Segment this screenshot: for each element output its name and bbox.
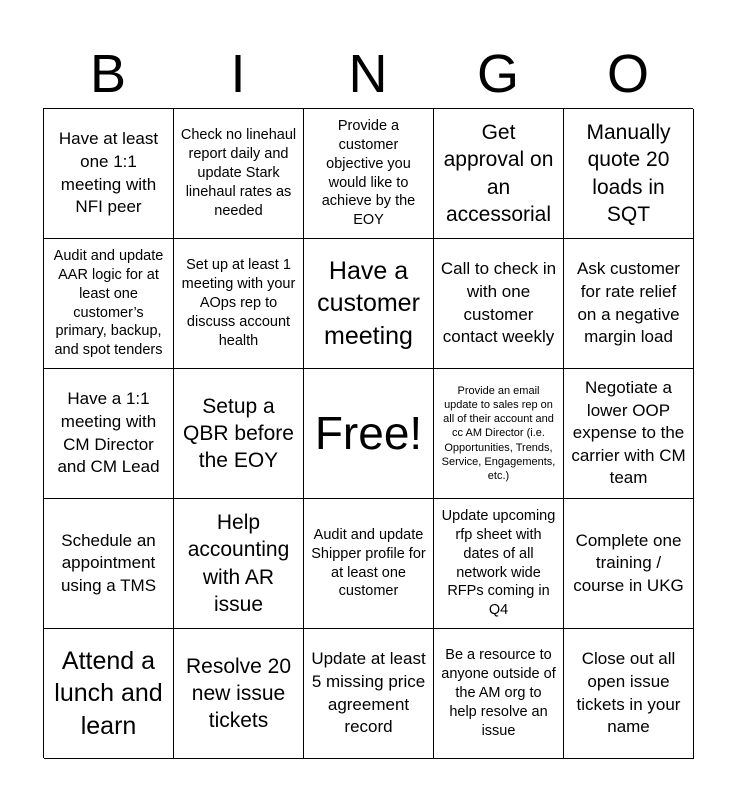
header-letter-i: I [230, 44, 246, 104]
bingo-cell-i2[interactable]: Set up at least 1 meeting with your AOps rep to discuss account health [174, 239, 304, 369]
header-letter-o: O [606, 44, 649, 104]
bingo-cell-g5[interactable]: Be a resource to anyone outside of the AM org to help resolve an issue [434, 629, 564, 759]
bingo-cell-g1[interactable]: Get approval on an accessorial [434, 109, 564, 239]
bingo-cell-o2[interactable]: Ask customer for rate relief on a negative margin load [564, 239, 694, 369]
bingo-cell-o5[interactable]: Close out all open issue tickets in your name [564, 629, 694, 759]
bingo-cell-i4[interactable]: Help accounting with AR issue [174, 499, 304, 629]
bingo-cell-g3[interactable]: Provide an email update to sales rep on all of their account and cc AM Director (i.e. Opportunities, Trends, Service, Engagements, etc.) [434, 369, 564, 499]
bingo-cell-b1[interactable]: Have at least one 1:1 meeting with NFI peer [44, 109, 174, 239]
header-letter-g: G [476, 44, 519, 104]
bingo-cell-i3[interactable]: Setup a QBR before the EOY [174, 369, 304, 499]
bingo-cell-i5[interactable]: Resolve 20 new issue tickets [174, 629, 304, 759]
header-letter-b: B [89, 44, 127, 104]
bingo-cell-n5[interactable]: Update at least 5 missing price agreement record [304, 629, 434, 759]
bingo-cell-o4[interactable]: Complete one training / course in UKG [564, 499, 694, 629]
bingo-cell-n2[interactable]: Have a customer meeting [304, 239, 434, 369]
bingo-header [43, 40, 693, 108]
bingo-cell-b5[interactable]: Attend a lunch and learn [44, 629, 174, 759]
bingo-cell-n1[interactable]: Provide a customer objective you would like to achieve by the EOY [304, 109, 434, 239]
bingo-cell-g2[interactable]: Call to check in with one customer contact weekly [434, 239, 564, 369]
bingo-cell-n4[interactable]: Audit and update Shipper profile for at least one customer [304, 499, 434, 629]
bingo-card [43, 108, 693, 758]
bingo-cell-b2[interactable]: Audit and update AAR logic for at least one customer’s primary, backup, and spot tenders [44, 239, 174, 369]
bingo-cell-i1[interactable]: Check no linehaul report daily and update Stark linehaul rates as needed [174, 109, 304, 239]
bingo-cell-o3[interactable]: Negotiate a lower OOP expense to the carrier with CM team [564, 369, 694, 499]
bingo-cell-free[interactable]: Free! [304, 369, 434, 499]
bingo-cell-o1[interactable]: Manually quote 20 loads in SQT [564, 109, 694, 239]
header-letter-n: N [348, 44, 388, 104]
bingo-cell-b3[interactable]: Have a 1:1 meeting with CM Director and CM Lead [44, 369, 174, 499]
bingo-cell-g4[interactable]: Update upcoming rfp sheet with dates of all network wide RFPs coming in Q4 [434, 499, 564, 629]
bingo-cell-b4[interactable]: Schedule an appointment using a TMS [44, 499, 174, 629]
